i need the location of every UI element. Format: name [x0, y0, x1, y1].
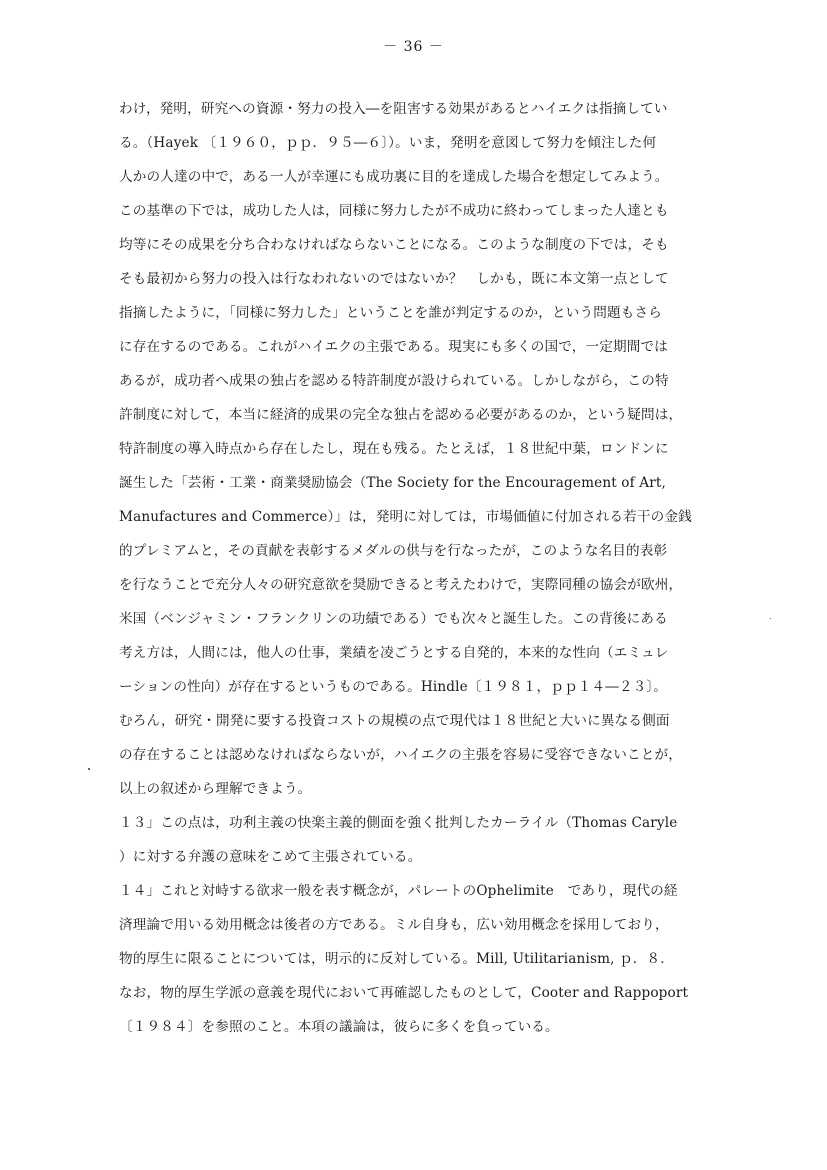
text-line: 考え方は，人間には，他人の仕事，業績を凌ごうとする自発的，本来的な性向（エミュレ [119, 645, 669, 661]
page-number: － 36 － [383, 39, 444, 55]
text-line: に存在するのである。これがハイエクの主張である。現実にも多くの国で，一定期間では [119, 339, 668, 355]
footnote-line: 〔１９８４〕を参照のこと。本項の議論は，彼らに多くを負っている。 [119, 1019, 559, 1035]
text-line: ーションの性向）が存在するというものである。Hindle〔１９８１，ｐｐ１４―２３〕。 [119, 679, 668, 695]
body-text [119, 92, 729, 1044]
text-line: 人かの人達の中で，ある一人が幸運にも成功裏に目的を達成した場合を想定してみよう。 [119, 169, 669, 185]
text-line: 許制度に対して，本当に経済的成果の完全な独占を認める必要があるのか，という疑問は， [119, 407, 683, 423]
text-line: わけ，発明，研究への資源・努力の投入―を阻害する効果があるとハイエクは指摘してい [119, 101, 668, 117]
text-line: 的プレミアムと，その貢献を表彰するメダルの供与を行なったが，このような名目的表彰 [119, 543, 668, 559]
text-line: 特許制度の導入時点から存在したし，現在も残る。たとえば，１８世紀中葉，ロンドンに [119, 441, 669, 457]
text-line: の存在することは認めなければならないが，ハイエクの主張を容易に受容できないことが， [119, 747, 682, 763]
text-line: 誕生した「芸術・工業・商業奨励協会（The Society for the Encouragement of Art, [119, 475, 666, 491]
footnote-line: 物的厚生に限ることについては，明示的に反対している。Mill, Utilitarianism, ｐ．８． [119, 951, 675, 967]
footnote-line: なお，物的厚生学派の意義を現代において再確認したものとして，Cooter and Rappoport [119, 985, 689, 1001]
scan-speck [770, 618, 771, 619]
text-line: る。（Hayek 〔１９６０，ｐｐ．９５―６〕）。いま，発明を意図して努力を傾注した何 [119, 135, 657, 151]
text-line: そも最初から努力の投入は行なわれないのではないか？ しかも，既に本文第一点として [119, 271, 669, 287]
text-line: Manufactures and Commerce）」は，発明に対しては，市場価値に付加される若干の金銭 [119, 509, 692, 525]
text-line: 指摘したように，「同様に努力した」ということを誰が判定するのか，という問題もさら [119, 305, 662, 321]
text-line: あるが，成功者へ成果の独占を認める特許制度が設けられている。しかしながら，この特 [119, 373, 669, 389]
scan-speck [88, 768, 90, 770]
text-line: むろん，研究・開発に要する投資コストの規模の点で現代は１８世紀と大いに異なる側面 [119, 713, 670, 729]
text-line: を行なうことで充分人々の研究意欲を奨励できると考えたわけで，実際同種の協会が欧州， [119, 577, 683, 593]
footnote-line: ）に対する弁護の意味をこめて主張されている。 [119, 849, 422, 865]
text-line: 以上の叙述から理解できよう。 [119, 781, 312, 797]
text-line: この基準の下では，成功した人は，同様に努力したが不成功に終わってしまった人達とも [119, 203, 669, 219]
text-line: 米国（ベンジャミン・フランクリンの功績である）でも次々と誕生した。この背後にある [119, 611, 668, 627]
text-line: 均等にその成果を分ち合わなければならないことになる。このような制度の下では，そも [119, 237, 669, 253]
footnote-line: 済理論で用いる効用概念は後者の方である。ミル自身も，広い効用概念を採用しており， [119, 917, 669, 933]
footnote-line: １３」この点は，功利主義の快楽主義的側面を強く批判したカーライル（Thomas Caryle [119, 815, 678, 831]
footnote-line: １４」これと対峙する欲求一般を表す概念が，パレートのOphelimite であり，現代の経 [119, 883, 678, 899]
